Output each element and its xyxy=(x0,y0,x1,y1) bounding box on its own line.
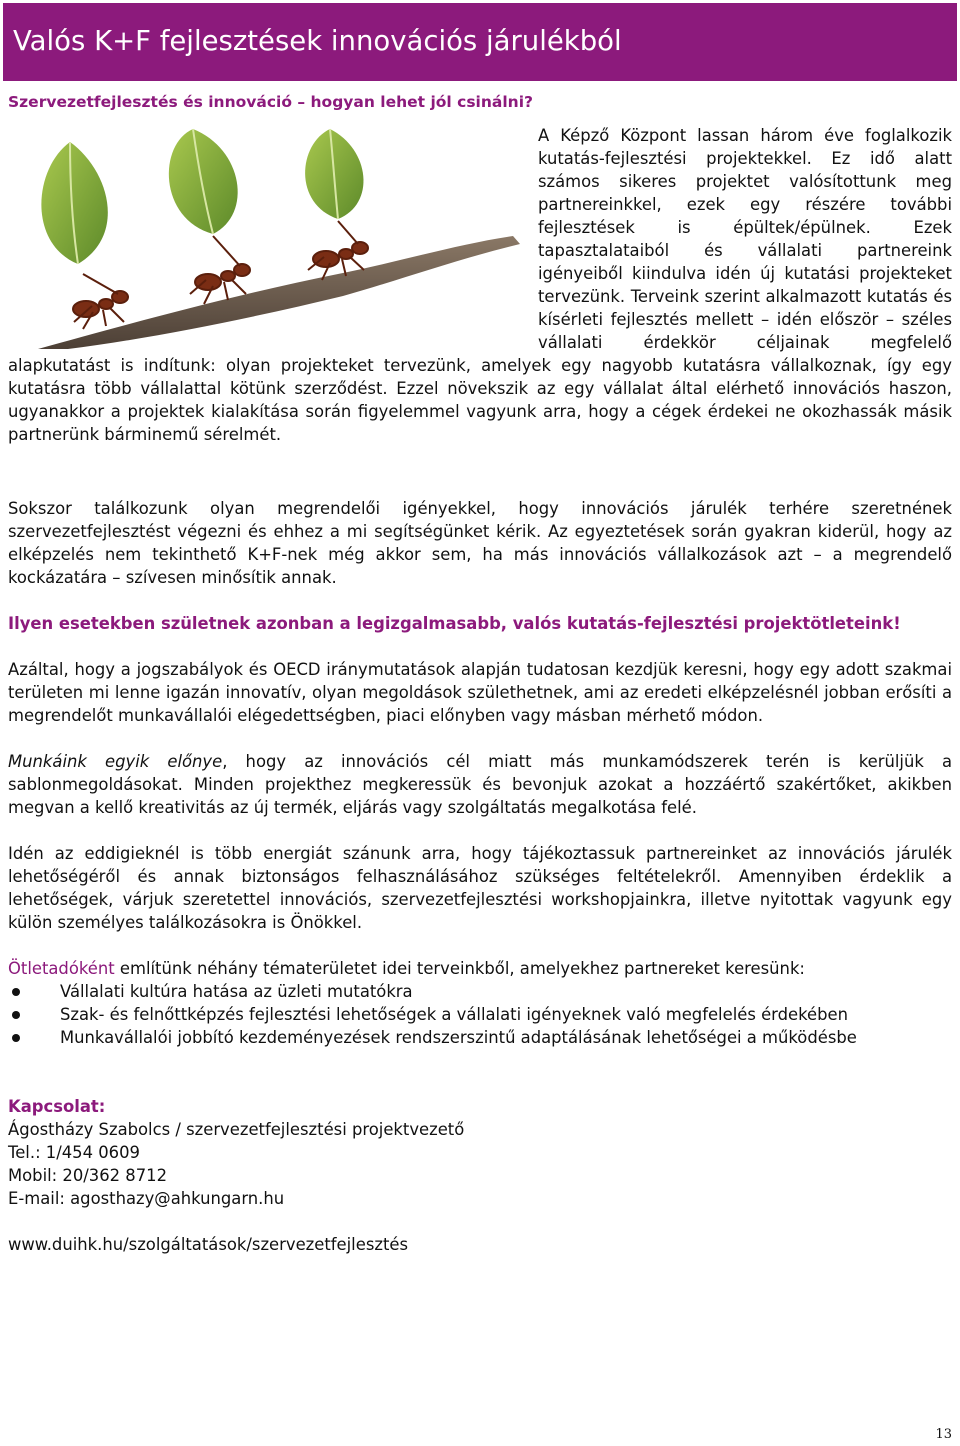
page-title: Valós K+F fejlesztések innovációs járulékból xyxy=(13,25,622,57)
paragraph-elonyok-rest: , hogy az innovációs cél miatt más munkamódszerek terén is kerüljük a sablonmegoldásokat. Minden projekthez megkeressük és bevonjuk azokat a hozzáértő szakértőket, akikben megvan a kellő kreativitás az új termék, eljárás vagy szolgáltatás megalkotása felé. xyxy=(8,752,952,817)
contact-section xyxy=(8,1095,952,1256)
leaf-2 xyxy=(169,129,238,234)
page-number: 13 xyxy=(935,1427,952,1442)
leafcutter-ants-image xyxy=(8,124,526,349)
bullet-icon xyxy=(12,988,20,996)
topic-list xyxy=(8,980,952,1049)
article-body xyxy=(8,124,952,1256)
contact-phone: Tel.: 1/454 0609 xyxy=(8,1143,140,1162)
list-item xyxy=(8,1003,952,1026)
ant-2 xyxy=(190,236,250,304)
topic-label: Vállalati kultúra hatása az üzleti mutatókra xyxy=(60,982,413,1001)
contact-mobile: Mobil: 20/362 8712 xyxy=(8,1166,168,1185)
paragraph-elonyok xyxy=(8,750,952,819)
ant-1 xyxy=(73,274,128,329)
intro-paragraph: A Képző Központ lassan három éve foglalkozik kutatás-fejlesztési projektekkel. Ez idő alatt számos sikeres projektet valósítottunk meg partnereinkkel, ezek egy részére további fejlesztések is épültek/épülnek. Ezek tapasztalataiból és vállalati partnereink igényeiből kiindulva idén új kutatási projekteket tervezünk. Terveink szerint alkalmazott kutatás és kísérleti fejlesztés mellett – idén először – széles vállalati érdekkör céljainak megfelelő alapkutatást is indítunk: olyan projekteket tervezünk, amelyek egy nagyobb kutatásra vállalkoznak, így egy kutatásra több vállalattal kötünk szerződést. Ezzel növekszik az egy vállalat által elérhető innovációs haszon, ugyanakkor a projektek kialakítása során figyelemmel vagyunk arra, hogy a cégek érdekei ne okozhassák másik partnerünk bárminemű sérelmét. xyxy=(8,126,952,444)
bullet-icon xyxy=(12,1011,20,1019)
topic-label: Munkavállalói jobbító kezdeményezések rendszerszintű adaptálásának lehetőségei a működésbe xyxy=(60,1028,857,1047)
contact-name: Ágostházy Szabolcs / szervezetfejlesztési projektvezető xyxy=(8,1120,465,1139)
intro-section xyxy=(8,124,952,474)
leaf-1 xyxy=(41,142,107,264)
bullet-icon xyxy=(12,1034,20,1042)
highlight-statement: Ilyen esetekben születnek azonban a legizgalmasabb, valós kutatás-fejlesztési projektötleteink! xyxy=(8,614,901,633)
paragraph-jogszabalyok: Azáltal, hogy a jogszabályok és OECD iránymutatások alapján tudatosan kezdjük keresni, hogy egy adott szakmai területen mi lenne igazán innovatív, olyan megoldások születhetnek, ami az eredeti elképzelésnél jobban erősíti a megrendelőt munkavállalói elégedettségben, piaci előnyben vagy másban mérhető módon. xyxy=(8,660,952,725)
contact-heading: Kapcsolat: xyxy=(8,1097,106,1116)
subtitle: Szervezetfejlesztés és innováció – hogyan lehet jól csinálni? xyxy=(8,93,534,111)
list-item xyxy=(8,980,952,1003)
ideas-intro xyxy=(8,957,952,980)
paragraph-tajekoztatas: Idén az eddigieknél is több energiát szánunk arra, hogy tájékoztassuk partnereinket az innovációs járulék lehetőségéről és annak biztonságos felhasználásához szükséges feltételekről. Amennyiben érdeklik a lehetőségek, várjuk szeretettel innovációs, szervezetfejlesztési workshopjainkra, illetve nyitottak vagyunk egy külön személyes találkozásokra is Önökkel. xyxy=(8,844,952,932)
title-banner xyxy=(3,3,957,81)
website-link[interactable]: www.duihk.hu/szolgáltatások/szervezetfejlesztés xyxy=(8,1235,409,1254)
paragraph-elonyok-lead: Munkáink egyik előnye xyxy=(8,752,223,771)
contact-email[interactable]: E-mail: agosthazy@ahkungarn.hu xyxy=(8,1189,285,1208)
leaf-3 xyxy=(305,129,363,219)
topic-label: Szak- és felnőttképzés fejlesztési lehetőségek a vállalati igényeknek való megfelelés érdekében xyxy=(60,1005,848,1024)
list-item xyxy=(8,1026,952,1049)
ideas-rest: említünk néhány tématerületet idei terveinkből, amelyekhez partnereket keresünk: xyxy=(114,959,805,978)
branch-shape xyxy=(38,236,520,349)
ideas-lead: Ötletadóként xyxy=(8,959,115,978)
paragraph-megrendeloi-igenyek: Sokszor találkozunk olyan megrendelői igényekkel, hogy innovációs járulék terhére szeretnének szervezetfejlesztést végezni és ehhez a mi segítségünket kérik. Az egyeztetések során gyakran kiderül, hogy az elképzelés nem tekinthető K+F-nek még akkor sem, ha más innovációs vállalkozások azt – a megrendelő kockázatára – szívesen minősítik annak. xyxy=(8,499,952,587)
